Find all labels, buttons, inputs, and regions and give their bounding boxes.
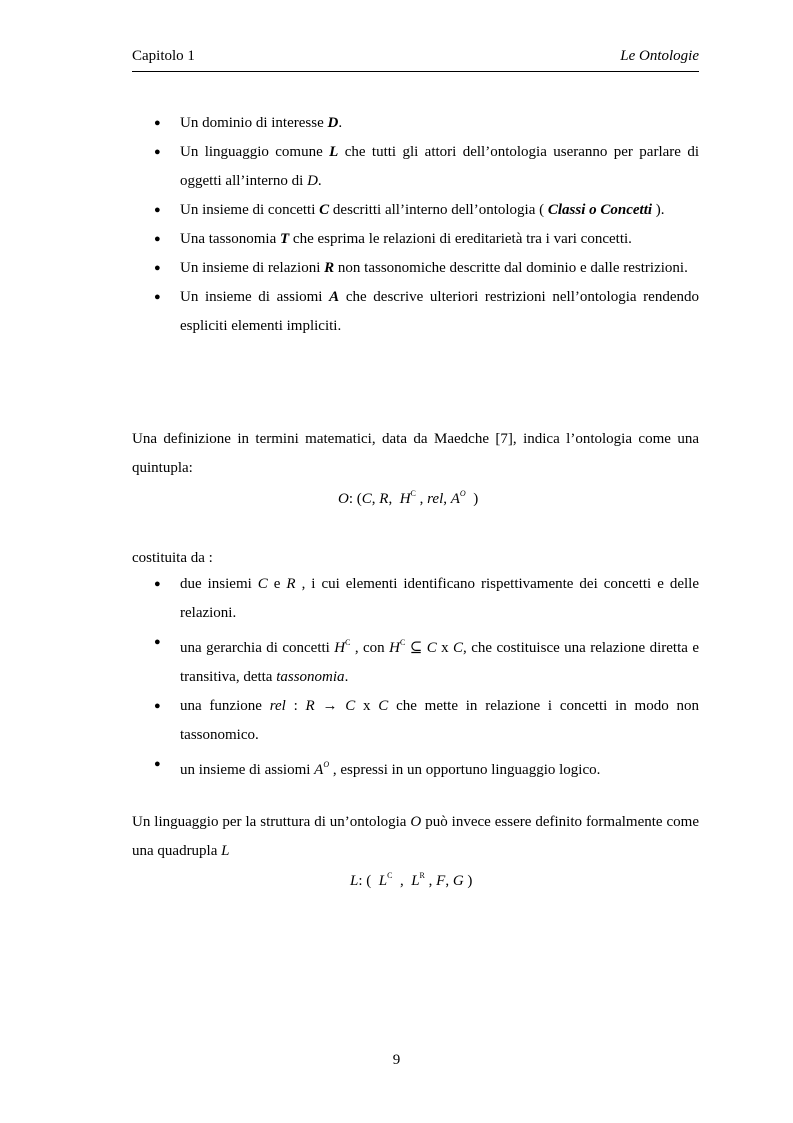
bullet-icon: ● xyxy=(154,636,161,648)
quintuple-components-list xyxy=(132,570,699,785)
bullet-icon: ● xyxy=(154,262,161,274)
list-item: ● una funzione rel : R → C x C che mette in relazione i concetti in modo non tassonomico. xyxy=(132,692,699,750)
list-item: ● un insieme di assiomi $A^O$ , espressi in un opportuno linguaggio logico. xyxy=(132,750,699,785)
bullet-icon: ● xyxy=(154,204,161,216)
components-list xyxy=(132,109,699,341)
list-item: ● Un dominio di interesse D. xyxy=(132,109,699,138)
running-header-section: Le Ontologie xyxy=(620,48,699,64)
quintuple-formula: O: (C, R, $H^C$ , rel, $A^O$ ) xyxy=(338,489,479,507)
bullet-icon: ● xyxy=(154,291,161,303)
list-item: ● una gerarchia di concetti $H^C$ , con $H^C$ ⊆ C x C, che costituisce una relazione diretta e transitiva, detta tassonomia. xyxy=(132,628,699,692)
list-item: ● Un insieme di assiomi A che descrive ulteriori restrizioni nell’ontologia rendendo espliciti elementi impliciti. xyxy=(132,283,699,341)
list-item: ● Un linguaggio comune L che tutti gli attori dell’ontologia useranno per parlare di oggetti all’interno di D. xyxy=(132,138,699,196)
page-number: 9 xyxy=(392,1052,401,1068)
language-paragraph: Un linguaggio per la struttura di un’ontologia O può invece essere definito formalmente come una quadrupla L xyxy=(132,814,700,859)
running-header-chapter: Capitolo 1 xyxy=(132,48,195,64)
list-item: ● Un insieme di concetti C descritti all’interno dell’ontologia ( Classi o Concetti ). xyxy=(132,196,699,225)
bullet-icon: ● xyxy=(154,233,161,245)
list-item: ● due insiemi C e R , i cui elementi identificano rispettivamente dei concetti e delle relazioni. xyxy=(132,570,699,628)
consists-of-label: costituita da : xyxy=(132,550,213,566)
bullet-icon: ● xyxy=(154,146,161,158)
bullet-icon: ● xyxy=(154,578,161,590)
bullet-icon: ● xyxy=(154,758,161,770)
list-item: ● Un insieme di relazioni R non tassonomiche descritte dal dominio e dalle restrizioni. xyxy=(132,254,699,283)
definition-paragraph: Una definizione in termini matematici, data da Maedche [7], indica l’ontologia come una quintupla: xyxy=(132,431,699,476)
list-item: ● Una tassonomia T che esprima le relazioni di ereditarietà tra i vari concetti. xyxy=(132,225,699,254)
quadruple-formula: L: ( $L^C$ , $L^R$ , F, G ) xyxy=(350,871,473,889)
header-rule xyxy=(132,71,699,72)
bullet-icon: ● xyxy=(154,117,161,129)
bullet-icon: ● xyxy=(154,700,161,712)
